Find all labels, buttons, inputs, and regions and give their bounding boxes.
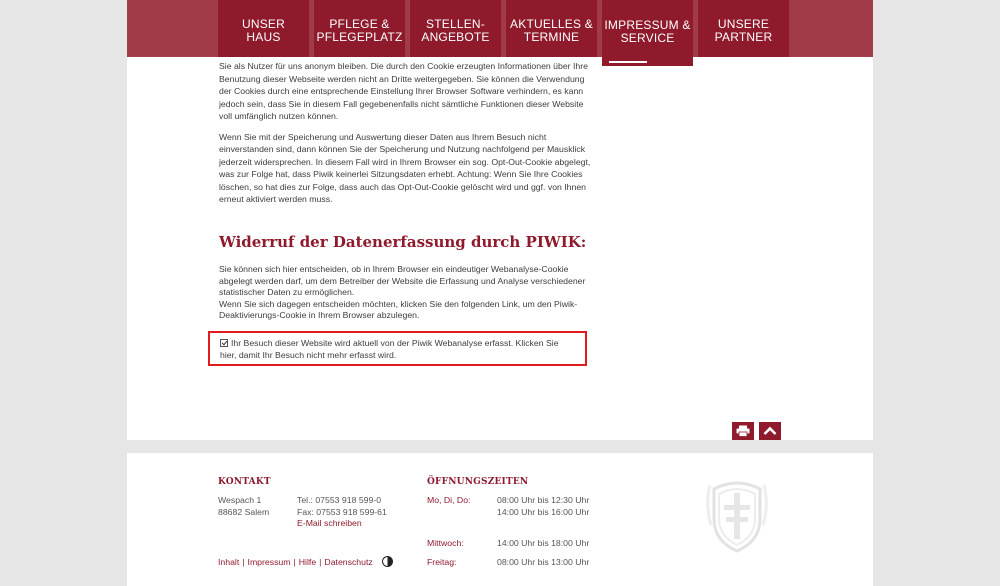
privacy-text [219,60,591,214]
hours-times-1: 08:00 Uhr bis 12:30 Uhr 14:00 Uhr bis 16:00 Uhr [497,495,590,517]
nav-stellenangebote[interactable]: STELLEN- ANGEBOTE [410,0,501,57]
hours-heading: ÖFFNUNGSZEITEN [427,477,529,487]
active-nav-indicator [609,61,647,63]
link-inhalt[interactable]: Inhalt [218,556,240,567]
hours-day-3: Freitag: [427,557,457,567]
chevron-up-icon [763,426,777,436]
piwik-text [219,264,591,322]
nav-unser-haus[interactable]: UNSER HAUS [218,0,309,57]
contrast-icon[interactable] [382,556,393,567]
paragraph-opt-out-info: Wenn Sie mit der Speicherung und Auswertung dieser Daten aus Ihrem Besuch nicht einverstanden sind, dann können Sie der Speicherung und Nutzung nachfolgend per Mausklick jederzeit widersprechen. In diesem Fall wird in Ihrem Browser ein sog. Opt-Out-Cookie abgelegt, was zur Folge hat, dass Piwik keinerlei Sitzungsdaten erhebt. Achtung: Wenn Sie Ihre Cookies löschen, so hat dies zur Folge, dass auch das Opt-Out-Cookie gelöscht wird und ggf. von Ihnen erneut aktiviert werden muss. [219,131,591,204]
phone-fax [297,495,387,530]
optout-label: Ihr Besuch dieser Website wird aktuell von der Piwik Webanalyse erfasst. Klicken Sie hier, damit Ihr Besuch nicht mehr erfasst wird. [220,338,559,360]
fax-number: Fax: 07553 918 599-61 [297,506,387,517]
nav-pflege[interactable]: PFLEGE & PFLEGEPLATZ [314,0,405,57]
printer-icon [736,425,750,437]
footer [127,453,873,586]
piwik-optout-checkbox[interactable] [208,331,587,366]
paragraph-cookie-info: Sie als Nutzer für uns anonym bleiben. Die durch den Cookie erzeugten Informationen über Ihre Benutzung dieser Webseite werden nicht an Dritte weitergegeben. Sie können die Verwendung der Cookies durch eine entsprechende Einstellung Ihrer Browser Software verhindern, es kann jedoch sein, dass Sie in diesem Fall gegebenenfalls nicht sämtliche Funktionen dieser Website voll umfänglich nutzen können. [219,61,588,121]
link-hilfe[interactable]: Hilfe [298,556,317,567]
address: Wespach 1 88682 Salem [218,495,270,517]
hours-times-2: 14:00 Uhr bis 18:00 Uhr [497,538,590,548]
link-datenschutz[interactable]: Datenschutz [324,556,373,567]
main-nav [218,0,794,57]
paragraph-piwik-choice: Sie können sich hier entscheiden, ob in Ihrem Browser ein eindeutiger Webanalyse-Cookie abgelegt werden darf, um dem Betreiber der Website die Erfassung und Analyse verschiedener statistischer Daten zu ermöglichen. [219,264,586,297]
hours-times-3: 08:00 Uhr bis 13:00 Uhr [497,557,590,567]
link-impressum[interactable]: Impressum [247,556,291,567]
page-content [127,0,873,440]
crest-logo [702,475,772,555]
phone-number: Tel.: 07553 918 599-0 [297,495,382,505]
checkbox-checked-icon[interactable] [220,339,228,347]
nav-aktuelles[interactable]: AKTUELLES & TERMINE [506,0,597,57]
hours-day-1: Mo, Di, Do: [427,495,471,505]
back-to-top-button[interactable] [759,422,781,440]
nav-partner[interactable]: UNSERE PARTNER [698,0,789,57]
nav-impressum[interactable]: IMPRESSUM & SERVICE [602,0,693,66]
section-title: Widerruf der Datenerfassung durch PIWIK: [219,233,587,251]
email-link[interactable]: E-Mail schreiben [297,518,362,528]
print-button[interactable] [732,422,754,440]
hours-day-2: Mittwoch: [427,538,464,548]
footer-links: Inhalt | Impressum | Hilfe | Datenschutz [218,556,393,567]
kontakt-heading: KONTAKT [218,477,271,487]
paragraph-piwik-deactivate: Wenn Sie sich dagegen entscheiden möchten, klicken Sie den folgenden Link, um den Piwik-Deaktivierungs-Cookie in Ihrem Browser abzulegen. [219,298,578,320]
